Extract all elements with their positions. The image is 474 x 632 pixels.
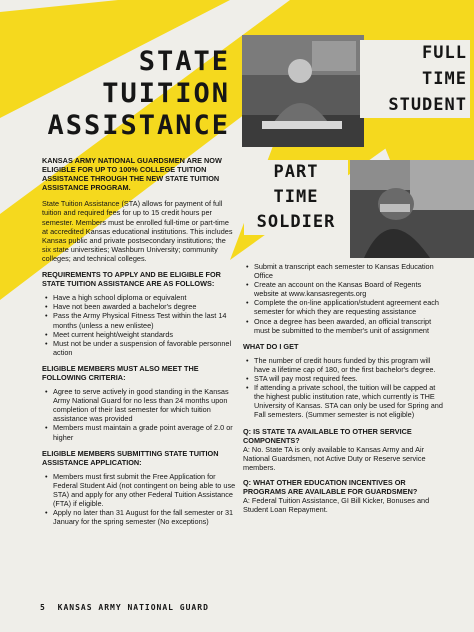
list-item: • Have not been awarded a bachelor's degree (42, 302, 236, 311)
application-steps-list (243, 262, 443, 335)
title-line-3: ASSISTANCE (47, 110, 230, 141)
right-line-1: FULL (360, 40, 470, 66)
mid-line-2: TIME (244, 185, 348, 210)
list-item: • Meet current height/weight standards (42, 330, 236, 339)
intro-paragraph: KANSAS ARMY NATIONAL GUARDSMEN ARE NOW ELIGIBLE FOR UP TO 100% COLLEGE TUITION ASSISTANCE THROUGH THE NEW STATE TUITION ASSISTANCE PROGRAM. (42, 156, 222, 193)
application-heading: ELIGIBLE MEMBERS SUBMITTING STATE TUITION ASSISTANCE APPLICATION: (42, 448, 219, 467)
requirements-heading: REQUIREMENTS TO APPLY AND BE ELIGIBLE FOR STATE TUITION ASSISTANCE ARE AS FOLLOWS: (42, 270, 221, 289)
title-line-1: STATE (138, 46, 230, 77)
full-time-student-heading (360, 40, 470, 118)
title-line-2: TUITION (102, 78, 230, 109)
requirements-list (42, 293, 236, 357)
list-item: • Submit a transcript each semester to Kansas Education Office (243, 262, 443, 280)
page-number: 5 (40, 603, 46, 612)
mid-line-1: PART (244, 160, 348, 185)
right-column (243, 262, 443, 520)
criteria-heading: ELIGIBLE MEMBERS MUST ALSO MEET THE FOLLOWING CRITERIA: (42, 363, 199, 382)
list-item: • Agree to serve actively in good standing in the Kansas Army National Guard for no less than 24 months upon completion of their last semester for which tuition assistance was provided (42, 387, 236, 423)
list-item: • The number of credit hours funded by this program will have a lifetime cap of 180, or the first bachelor's degree. (243, 356, 443, 374)
list-item: • If attending a private school, the tuition will be capped at the highest public institution rate, which currently is THE University of Kansas. STA can only be used for Spring and Fall semesters. (Summer semester is not eligible) (243, 383, 443, 419)
right-line-3: STUDENT (360, 92, 470, 118)
mid-line-3: SOLDIER (244, 210, 348, 235)
application-list (42, 472, 236, 527)
page-title (34, 46, 230, 142)
list-item: • Apply no later than 31 August for the fall semester or 31 January for the spring semester (No exceptions) (42, 508, 236, 526)
benefits-list (243, 356, 443, 420)
list-item: • STA will pay most required fees. (243, 374, 443, 383)
list-item: • Create an account on the Kansas Board of Regents website at www.kansasregents.org (243, 280, 443, 298)
body-paragraph: State Tuition Assistance (STA) allows for payment of full tuition and required fees for up to 15 credit hours per semester. Members must be enrolled full-time or part-time at accredited Kansas educational institutions. This includes Kansas public and private postsecondary institutions; the six state universities; Washburn University; community colleges; and technical colleges. (42, 199, 233, 263)
list-item: • Members must maintain a grade point average of 2.0 or higher (42, 423, 236, 441)
list-item: • Have a high school diploma or equivalent (42, 293, 236, 302)
faq-answer: A: No. State TA is only available to Kansas Army and Air National Guardsmen, not Active Duty or Reserve service members. (243, 444, 426, 472)
publication-name: KANSAS ARMY NATIONAL GUARD (57, 603, 209, 612)
left-column (42, 156, 236, 533)
page-footer (40, 603, 215, 612)
list-item: • Complete the on-line application/student agreement each semester for which they are requesting assistance (243, 298, 443, 316)
faq-question: Q: WHAT OTHER EDUCATION INCENTIVES OR PROGRAMS ARE AVAILABLE FOR GUARDSMEN? (243, 477, 418, 497)
criteria-list (42, 387, 236, 442)
list-item: • Must not be under a suspension of favorable personnel action (42, 339, 236, 357)
faq-answer: A: Federal Tuition Assistance, GI Bill Kicker, Bonuses and Student Loan Repayment. (243, 496, 430, 515)
part-time-soldier-heading (244, 160, 348, 235)
faq-question: Q: IS STATE TA AVAILABLE TO OTHER SERVICE COMPONENTS? (243, 426, 412, 445)
photo-student (242, 35, 364, 147)
faq-item-1 (243, 427, 443, 472)
list-item: • Once a degree has been awarded, an official transcript must be submitted to the member's unit of assignment (243, 317, 443, 335)
list-item: • Members must first submit the Free Application for Federal Student Aid (not contingent on being able to use STA) and apply for any other Federal Tuition Assistance (FTA) if eligible. (42, 472, 236, 508)
right-line-2: TIME (360, 66, 470, 92)
list-item: • Pass the Army Physical Fitness Test within the last 14 months (unless a new enlistee) (42, 311, 236, 329)
photo-soldier (350, 160, 474, 258)
faq-item-2 (243, 478, 443, 514)
what-do-i-get-heading: WHAT DO I GET (243, 341, 299, 351)
